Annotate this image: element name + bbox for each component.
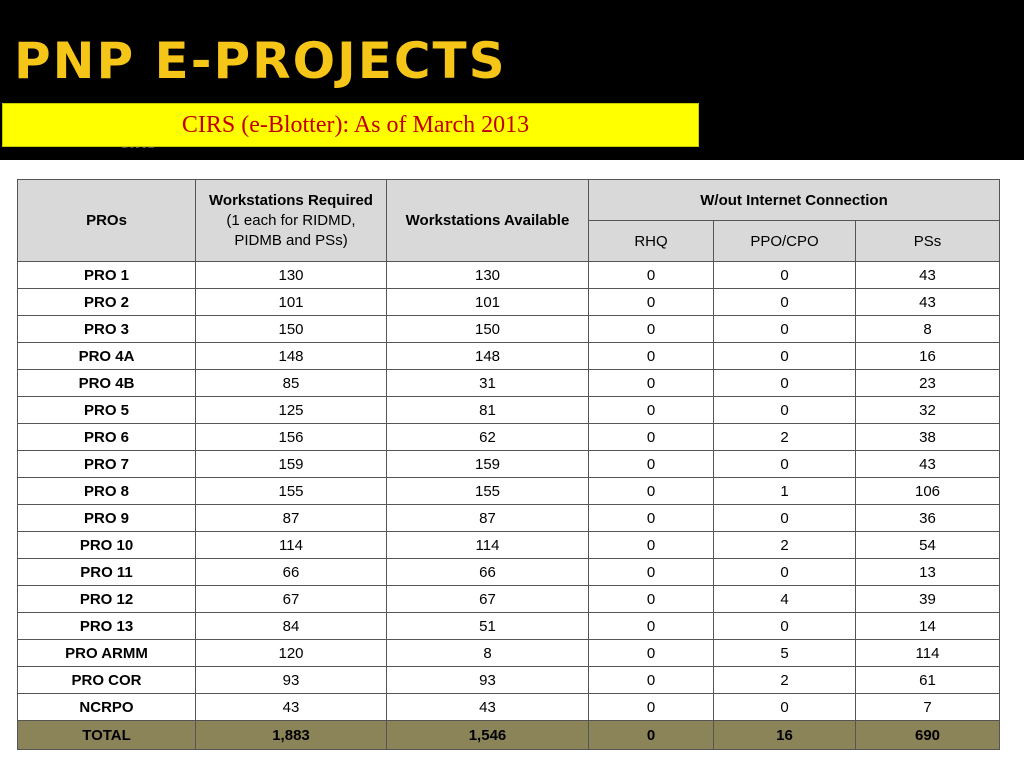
cell-ppo-cpo: 2 — [714, 532, 856, 559]
cell-ppo-cpo: 5 — [714, 640, 856, 667]
cell-available: 148 — [387, 343, 589, 370]
cell-ppo-cpo: 0 — [714, 370, 856, 397]
cell-required: 67 — [196, 586, 387, 613]
cell-pss: 43 — [856, 451, 1000, 478]
cell-pss: 39 — [856, 586, 1000, 613]
cell-available: 67 — [387, 586, 589, 613]
cell-pss: 7 — [856, 694, 1000, 721]
header-required — [196, 180, 387, 262]
cell-rhq: 0 — [589, 640, 714, 667]
cell-pro: PRO 9 — [18, 505, 196, 532]
workstations-table — [17, 179, 1000, 750]
cell-rhq: 0 — [589, 694, 714, 721]
cell-required: 43 — [196, 694, 387, 721]
cell-pro: NCRPO — [18, 694, 196, 721]
cell-available: 8 — [387, 640, 589, 667]
cell-required: 114 — [196, 532, 387, 559]
total-label: TOTAL — [18, 721, 196, 750]
header-required-title: Workstations Required — [209, 191, 373, 209]
cell-pro: PRO 12 — [18, 586, 196, 613]
table-row — [18, 613, 1000, 640]
cell-rhq: 0 — [589, 424, 714, 451]
cell-required: 85 — [196, 370, 387, 397]
cell-ppo-cpo: 0 — [714, 316, 856, 343]
table-row — [18, 451, 1000, 478]
cell-pss: 54 — [856, 532, 1000, 559]
cell-ppo-cpo: 2 — [714, 424, 856, 451]
cell-required: 156 — [196, 424, 387, 451]
cell-required: 66 — [196, 559, 387, 586]
cell-pro: PRO 2 — [18, 289, 196, 316]
cell-pss: 38 — [856, 424, 1000, 451]
cell-pss: 23 — [856, 370, 1000, 397]
table-row — [18, 478, 1000, 505]
cell-required: 120 — [196, 640, 387, 667]
cell-pro: PRO 10 — [18, 532, 196, 559]
table-row — [18, 559, 1000, 586]
cell-required: 87 — [196, 505, 387, 532]
cell-available: 31 — [387, 370, 589, 397]
cell-pss: 43 — [856, 262, 1000, 289]
cell-rhq: 0 — [589, 343, 714, 370]
cell-rhq: 0 — [589, 532, 714, 559]
cell-pro: PRO 5 — [18, 397, 196, 424]
cell-ppo-cpo: 0 — [714, 505, 856, 532]
cell-ppo-cpo: 0 — [714, 613, 856, 640]
cell-required: 84 — [196, 613, 387, 640]
total-row — [18, 721, 1000, 750]
cell-available: 66 — [387, 559, 589, 586]
cell-pro: PRO 11 — [18, 559, 196, 586]
total-ppo-cpo: 16 — [714, 721, 856, 750]
cell-rhq: 0 — [589, 586, 714, 613]
cell-pro: PRO ARMM — [18, 640, 196, 667]
cell-required: 159 — [196, 451, 387, 478]
header-pros: PROs — [18, 180, 196, 262]
cell-available: 62 — [387, 424, 589, 451]
table-row — [18, 640, 1000, 667]
table-row — [18, 532, 1000, 559]
table-row — [18, 316, 1000, 343]
cell-required: 125 — [196, 397, 387, 424]
total-rhq: 0 — [589, 721, 714, 750]
cell-available: 159 — [387, 451, 589, 478]
cell-pro: PRO 7 — [18, 451, 196, 478]
cell-rhq: 0 — [589, 451, 714, 478]
cell-available: 101 — [387, 289, 589, 316]
cell-pro: PRO 3 — [18, 316, 196, 343]
cell-pro: PRO 4B — [18, 370, 196, 397]
cell-pss: 106 — [856, 478, 1000, 505]
cell-rhq: 0 — [589, 316, 714, 343]
header-required-note-1: (1 each for RIDMD, — [226, 211, 356, 229]
cell-required: 101 — [196, 289, 387, 316]
cell-pro: PRO 13 — [18, 613, 196, 640]
cell-rhq: 0 — [589, 613, 714, 640]
table-row — [18, 289, 1000, 316]
table-row — [18, 397, 1000, 424]
cell-rhq: 0 — [589, 289, 714, 316]
header-pss: PSs — [856, 221, 1000, 262]
cell-rhq: 0 — [589, 478, 714, 505]
cell-required: 150 — [196, 316, 387, 343]
cell-pss: 61 — [856, 667, 1000, 694]
cell-pss: 8 — [856, 316, 1000, 343]
total-required: 1,883 — [196, 721, 387, 750]
total-pss: 690 — [856, 721, 1000, 750]
table-row — [18, 262, 1000, 289]
cell-available: 114 — [387, 532, 589, 559]
cell-required: 155 — [196, 478, 387, 505]
total-available: 1,546 — [387, 721, 589, 750]
table-row — [18, 424, 1000, 451]
cell-pss: 114 — [856, 640, 1000, 667]
cell-ppo-cpo: 0 — [714, 343, 856, 370]
table-row — [18, 370, 1000, 397]
cell-pro: PRO 1 — [18, 262, 196, 289]
header-ppo-cpo: PPO/CPO — [714, 221, 856, 262]
cell-rhq: 0 — [589, 559, 714, 586]
cell-pro: PRO 6 — [18, 424, 196, 451]
cell-pss: 14 — [856, 613, 1000, 640]
table-row — [18, 667, 1000, 694]
cell-required: 93 — [196, 667, 387, 694]
cell-rhq: 0 — [589, 667, 714, 694]
cell-pro: PRO COR — [18, 667, 196, 694]
cell-ppo-cpo: 1 — [714, 478, 856, 505]
cell-pss: 32 — [856, 397, 1000, 424]
cell-ppo-cpo: 0 — [714, 289, 856, 316]
cell-pss: 13 — [856, 559, 1000, 586]
cell-ppo-cpo: 0 — [714, 451, 856, 478]
cell-ppo-cpo: 0 — [714, 694, 856, 721]
cell-rhq: 0 — [589, 370, 714, 397]
header-without-internet: W/out Internet Connection — [589, 180, 1000, 221]
table-row — [18, 505, 1000, 532]
cell-pss: 43 — [856, 289, 1000, 316]
cell-rhq: 0 — [589, 262, 714, 289]
cell-available: 51 — [387, 613, 589, 640]
cell-pss: 16 — [856, 343, 1000, 370]
subtitle-bar — [2, 103, 699, 147]
cell-available: 87 — [387, 505, 589, 532]
cell-ppo-cpo: 4 — [714, 586, 856, 613]
cell-available: 43 — [387, 694, 589, 721]
header-rhq: RHQ — [589, 221, 714, 262]
cell-available: 93 — [387, 667, 589, 694]
cell-required: 148 — [196, 343, 387, 370]
table-row — [18, 343, 1000, 370]
cell-rhq: 0 — [589, 505, 714, 532]
subtitle-text: CIRS (e-Blotter): As of March 2013 — [181, 112, 530, 138]
header-required-note-2: PIDMB and PSs) — [234, 231, 348, 249]
cell-ppo-cpo: 0 — [714, 397, 856, 424]
cell-available: 150 — [387, 316, 589, 343]
page-title: PNP E-PROJECTS — [14, 32, 507, 90]
cell-available: 155 — [387, 478, 589, 505]
cell-available: 130 — [387, 262, 589, 289]
header-available: Workstations Available — [387, 180, 589, 262]
table-container — [17, 179, 999, 750]
cell-pro: PRO 4A — [18, 343, 196, 370]
cell-ppo-cpo: 2 — [714, 667, 856, 694]
table-row — [18, 586, 1000, 613]
cell-pss: 36 — [856, 505, 1000, 532]
cell-pro: PRO 8 — [18, 478, 196, 505]
header-row-top — [18, 180, 1000, 221]
table-row — [18, 694, 1000, 721]
cell-required: 130 — [196, 262, 387, 289]
cell-ppo-cpo: 0 — [714, 559, 856, 586]
cell-rhq: 0 — [589, 397, 714, 424]
cell-ppo-cpo: 0 — [714, 262, 856, 289]
cell-available: 81 — [387, 397, 589, 424]
